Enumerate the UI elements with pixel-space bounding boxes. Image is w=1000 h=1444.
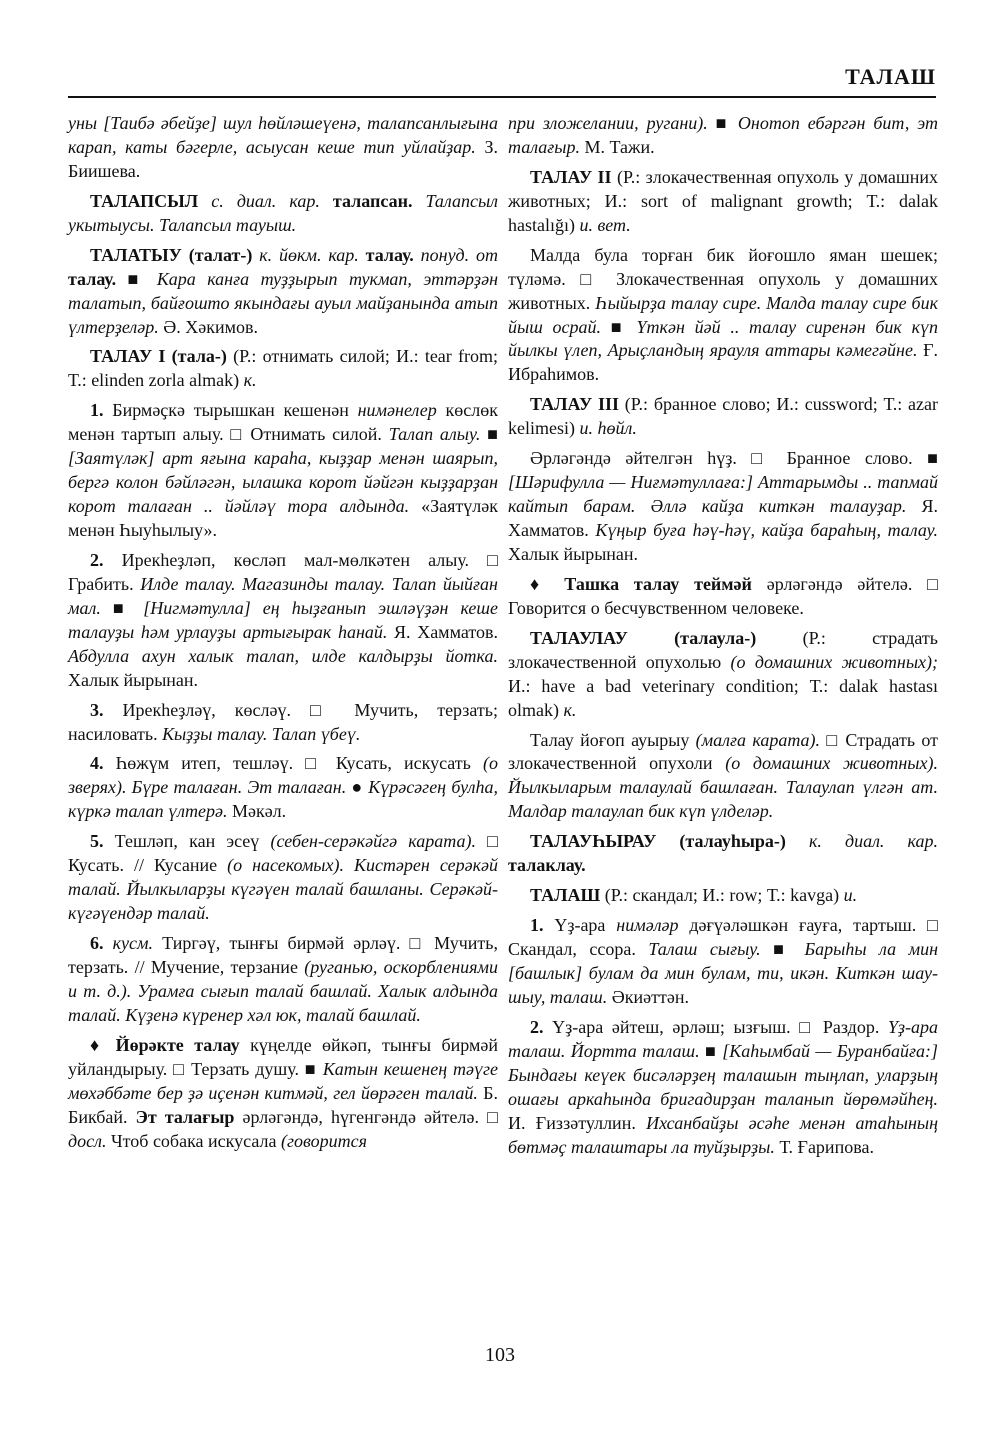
right-column [508,112,938,1165]
dictionary-entry: 2. Ирекһеҙләп, көсләп мал-мөлкәтен алыу. □ Грабить. Илде талау. Магазинды талау. Талап йыйған мал. ■ [Нигмәтулла] ең һыҙғанып эшләүҙән кеше талауҙы һәм урлауҙы артығырак һанай. Я. Хамматов. Абдулла ахун халык талап, илде калдырҙы йотка. Халык йырынан. [68,549,498,690]
dictionary-entry: ♦ Ташка талау теймәй әрләгәндә әйтелә. □ Говорится о бесчувственном человеке. [508,573,938,618]
dictionary-entry: ТАЛАШ (Р.: скандал; И.: row; Т.: kavga) и. [530,885,858,906]
dictionary-entry: ТАЛАУҺЫРАУ (талауһыра-) к. диал. кар. талаклау. [508,831,938,876]
dictionary-entry: Малда була торған бик йоғошло яман шешек; түләмә. □ Злокачественная опухоль у домашних животных. Һыйырҙа талау сире. Малда талау сире бик йыш осрай. ■ Үткән йәй .. талау сиренән бик күп йылкы үлеп, Арыҫландың ярауля аттары кәмегәйне. Ғ. Ибраһимов. [508,244,939,385]
dictionary-entry: ТАЛАПСЫЛ с. диал. кар. талапсан. Талапсыл укытыусы. Талапсыл тауыш. [68,190,498,235]
page-number: 103 [485,1344,515,1366]
dictionary-entry: ТАЛАУ I (тала-) (Р.: отнимать силой; И.: tear from; Т.: elinden zorla almak) к. [68,346,499,391]
dictionary-entry: ТАЛАТЫУ (талат-) к. йөкм. кар. талау. понуд. от талау. ■ Кара канға туҙҙырып тукмап, эттәрҙән талатып, байғошто якындағы ауыл майҙанында атып үлтерҙеләр. Ә. Хәкимов. [68,244,498,337]
dictionary-entry: 3. Ирекһеҙләү, көсләү. □ Мучить, терзать; насиловать. Кыҙҙы талау. Талап үбеү. [68,699,498,744]
left-column [68,112,498,1159]
dictionary-entry: 1. Бирмәҫкә тырышкан кешенән нимәнелер көслөк менән тартып алыу. □ Отнимать силой. Талап алыу. ■ [Заятүләк] арт яғына караһа, кыҙҙар менән шаярып, бергә колон бәйләгән, ылашка корот йәйгән кыҙҙарҙан корот талаған .. йәйләү тора алдында. «Заятүләк менән Һыуһылыу». [68,400,499,540]
dictionary-entry: 1. Үҙ-ара нимәләр дәғүәләшкән ғауға, тартыш. □ Скандал, ссора. Талаш сығыу. ■ Барыһы ла мин [башлык] булам да мин булам, ти, икән. Киткән шау-шыу, талаш. Әкиәттән. [508,915,939,1007]
dictionary-entry: Әрләгәндә әйтелгән һүҙ. □ Бранное слово. ■ [Шәрифулла — Ниғмәтуллаға:] Аттарымды .. тапмай кайтып барам. Әллә кайҙа киткән талауҙар. Я. Хамматов. Күңыр буға һәү-һәү, кайҙа бараһың, талау. Халык йырынан. [508,448,938,564]
dictionary-entry: 4. Һөжүм итеп, тешләү. □ Кусать, искусать (о зверях). Бүре талаған. Эт талаған. ● Күрәсәгең булһа, күркә талап үлтерә. Мәкәл. [68,753,499,822]
dictionary-entry: Талау йоғоп ауырыу (малға карата). □ Страдать от злокачественной опухоли (о домашних животных). Йылкыларым талаулай башлаған. Талаулап үлгән ат. Малдар талаулап бик күп үлделәр. [508,729,938,822]
dictionary-entry: 5. Тешләп, кан эсеү (себен-серәкәйгә карата). □ Кусать. // Кусание (о насекомых). Кистәрен серәкәй талай. Йылкыларҙы күгәүен талай башланы. Серәкәй-күгәүендәр талай. [68,831,498,924]
dictionary-entry: ♦ Йөрәкте талау күңелде өйкәп, тынғы бирмәй уйландырыу. □ Терзать душу. ■ Катын кешенең тәүге мөхәббәте бер ҙә иҫенән китмәй, гел йөрәген талай. Б. Бикбай. Эт талағыр әрләгәндә, һүгенгәндә әйтелә. □ досл. Чтоб собака искусала (говорится [68,1034,499,1151]
dictionary-entry: 2. Үҙ-ара әйтеш, әрләш; ызғыш. □ Раздор. Үҙ-ара талаш. Йортта талаш. ■ [Каһымбай — Буранбайға:] Бындағы кеүек бисәләрҙең талашын тыңлап, уларҙың ошағы аркаһында бригадирҙан таланып йөрөмәйһең. И. Ғиззәтуллин. Ихсанбайҙы әсәһе менән атаһының бөтмәҫ талаштары ла туйҙырҙы. Т. Ғарипова. [508,1016,938,1157]
dictionary-entry: ТАЛАУ III (Р.: бранное слово; И.: cussword; Т.: azar kelimesi) и. һөйл. [508,394,938,439]
running-header [68,62,936,98]
dictionary-entry: при зложелании, ругани). ■ Онотоп ебәргән бит, эт талағыр. М. Тажи. [508,113,938,157]
dictionary-entry: ТАЛАУ II (Р.: злокачественная опухоль у домашних животных; И.: sort of malignant growth; Т.: dalak hastalığı) и. вет. [508,166,938,235]
running-headword: ТАЛАШ [845,64,936,89]
dictionary-entry: уны [Таибә әбейҙе] шул һөйләшеүенә, талапсанлығына карап, каты бәгерле, асыусан кеше тип уйлайҙар. З. Биишева. [68,113,498,181]
dictionary-entry: ТАЛАУЛАУ (талаула-) (Р.: страдать злокачественной опухолью (о домашних животных); И.: have a bad veterinary condition; Т.: dalak hastası olmak) к. [508,627,939,720]
dictionary-entry: 6. кусм. Тиргәү, тынғы бирмәй әрләү. □ Мучить, терзать. // Мучение, терзание (руганью, оскорблениями и т. д.). Урамға сығып талай башлай. Халык алдында талай. Күҙенә күренер хәл юк, талай башлай. [68,933,499,1025]
